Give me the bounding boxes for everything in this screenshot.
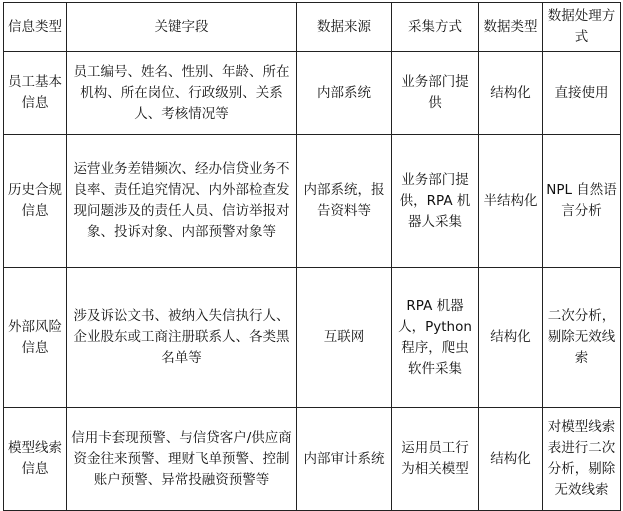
- table-row: [4, 408, 621, 511]
- header-data-source: 数据来源: [297, 3, 392, 52]
- cell-data-source: 内部系统: [297, 52, 392, 135]
- cell-info-type: 员工基本信息: [4, 52, 67, 135]
- cell-info-type: 模型线索信息: [4, 408, 67, 511]
- cell-key-fields: 信用卡套现预警、与信贷客户/供应商资金往来预警、理财飞单预警、控制账户预警、异常投融资预警等: [67, 408, 297, 511]
- cell-key-fields: 运营业务差错频次、经办信贷业务不良率、责任追究情况、内外部检查发现问题涉及的责任人员、信访举报对象、投诉对象、内部预警对象等: [67, 135, 297, 268]
- cell-data-source: 内部审计系统: [297, 408, 392, 511]
- cell-data-type: 半结构化: [479, 135, 543, 268]
- header-processing-method: 数据处理方式: [543, 3, 621, 52]
- header-key-fields: 关键字段: [67, 3, 297, 52]
- cell-collection-method: 业务部门提供，RPA 机器人采集: [392, 135, 479, 268]
- cell-info-type: 外部风险信息: [4, 268, 67, 408]
- cell-processing-method: 二次分析，剔除无效线索: [543, 268, 621, 408]
- cell-data-source: 内部系统，报告资料等: [297, 135, 392, 268]
- table-row: [4, 268, 621, 408]
- cell-collection-method: RPA 机器人，Python 程序，爬虫软件采集: [392, 268, 479, 408]
- cell-data-type: 结构化: [479, 268, 543, 408]
- cell-data-type: 结构化: [479, 408, 543, 511]
- cell-processing-method: 对模型线索表进行二次分析，剔除无效线索: [543, 408, 621, 511]
- header-collection-method: 采集方式: [392, 3, 479, 52]
- cell-key-fields: 员工编号、姓名、性别、年龄、所在机构、所在岗位、行政级别、关系人、考核情况等: [67, 52, 297, 135]
- cell-processing-method: 直接使用: [543, 52, 621, 135]
- cell-data-source: 互联网: [297, 268, 392, 408]
- cell-data-type: 结构化: [479, 52, 543, 135]
- cell-processing-method: NPL 自然语言分析: [543, 135, 621, 268]
- table-row: [4, 135, 621, 268]
- table-header-row: [4, 3, 621, 52]
- header-info-type: 信息类型: [4, 3, 67, 52]
- cell-key-fields: 涉及诉讼文书、被纳入失信执行人、企业股东或工商注册联系人、各类黑名单等: [67, 268, 297, 408]
- info-table: [3, 2, 621, 511]
- table-row: [4, 52, 621, 135]
- header-data-type: 数据类型: [479, 3, 543, 52]
- cell-info-type: 历史合规信息: [4, 135, 67, 268]
- cell-collection-method: 运用员工行为相关模型: [392, 408, 479, 511]
- cell-collection-method: 业务部门提供: [392, 52, 479, 135]
